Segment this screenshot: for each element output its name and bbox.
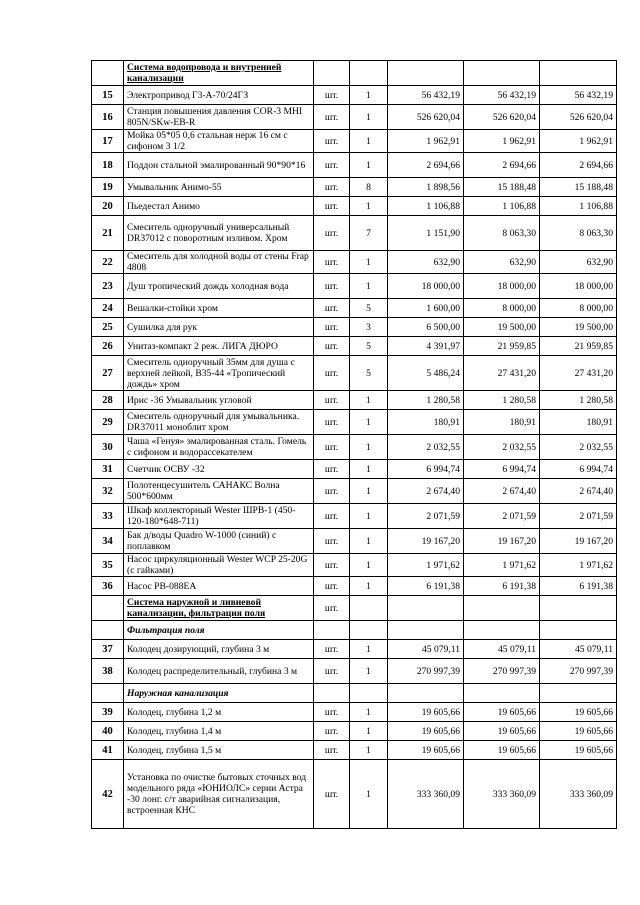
line-sum: 632,90	[464, 251, 540, 274]
quantity-cell	[350, 61, 388, 86]
unit-of-measure: шт.	[314, 410, 350, 435]
line-sum: 19 605,66	[464, 741, 540, 760]
row-number-cell	[92, 621, 124, 640]
unit-price: 45 079,11	[388, 640, 464, 659]
row-number: 26	[92, 337, 124, 356]
item-name: Смеситель одноручный 35мм для душа с верхней лейкой, B35-44 «Тропический дождь» хром	[124, 356, 314, 391]
row-number: 20	[92, 197, 124, 216]
unit-of-measure: шт.	[314, 130, 350, 153]
unit-of-measure: шт.	[314, 216, 350, 251]
table-row	[92, 356, 617, 391]
line-sum: 270 997,39	[464, 659, 540, 684]
unit-price: 19 605,66	[388, 741, 464, 760]
item-name: Колодец распределительный, глубина 3 м	[124, 659, 314, 684]
quantity: 1	[350, 640, 388, 659]
table-row	[92, 153, 617, 178]
line-total: 6 994,74	[540, 460, 617, 479]
quantity: 1	[350, 153, 388, 178]
row-number: 17	[92, 130, 124, 153]
quantity: 1	[350, 435, 388, 460]
quantity-cell	[350, 621, 388, 640]
quantity: 1	[350, 251, 388, 274]
quantity: 1	[350, 529, 388, 554]
item-name: Шкаф коллекторный Wester ШРВ-1 (450-120-180*648-711)	[124, 504, 314, 529]
quantity: 1	[350, 391, 388, 410]
line-total: 8 000,00	[540, 299, 617, 318]
line-total: 19 500,00	[540, 318, 617, 337]
estimate-table	[91, 60, 617, 829]
table-row	[92, 318, 617, 337]
line-sum: 2 694,66	[464, 153, 540, 178]
sum-cell	[464, 61, 540, 86]
table-row	[92, 337, 617, 356]
total-cell	[540, 684, 617, 703]
quantity: 5	[350, 299, 388, 318]
subsection-title: Наружная канализация	[124, 684, 314, 703]
row-number: 35	[92, 554, 124, 577]
line-sum: 27 431,20	[464, 356, 540, 391]
item-name: Смеситель для холодной воды от стены Frap 4808	[124, 251, 314, 274]
line-sum: 2 674,40	[464, 479, 540, 504]
line-total: 632,90	[540, 251, 617, 274]
unit-price: 180,91	[388, 410, 464, 435]
unit-price: 632,90	[388, 251, 464, 274]
quantity-cell	[350, 684, 388, 703]
table-row	[92, 640, 617, 659]
unit-price: 1 106,88	[388, 197, 464, 216]
price-cell	[388, 684, 464, 703]
row-number: 15	[92, 86, 124, 105]
subsection-header-row	[92, 684, 617, 703]
section-header-row	[92, 596, 617, 621]
unit-of-measure: шт.	[314, 105, 350, 130]
unit-price: 1 971,62	[388, 554, 464, 577]
unit-price: 56 432,19	[388, 86, 464, 105]
row-number: 25	[92, 318, 124, 337]
table-row	[92, 216, 617, 251]
unit-price: 2 032,55	[388, 435, 464, 460]
quantity: 1	[350, 274, 388, 299]
quantity: 5	[350, 356, 388, 391]
unit-of-measure: шт.	[314, 741, 350, 760]
line-total: 19 605,66	[540, 741, 617, 760]
line-sum: 15 188,48	[464, 178, 540, 197]
unit-price: 1 962,91	[388, 130, 464, 153]
item-name: Смеситель одноручный универсальный DR37012 с поворотным изливом. Хром	[124, 216, 314, 251]
item-name: Душ тропический дождь холодная вода	[124, 274, 314, 299]
unit-price: 526 620,04	[388, 105, 464, 130]
table-row	[92, 178, 617, 197]
unit-price: 19 605,66	[388, 722, 464, 741]
line-sum: 18 000,00	[464, 274, 540, 299]
unit-cell	[314, 621, 350, 640]
item-name: Насос циркуляционный Wester WCP 25-20G (с гайками)	[124, 554, 314, 577]
line-total: 2 694,66	[540, 153, 617, 178]
line-sum: 8 063,30	[464, 216, 540, 251]
line-sum: 19 605,66	[464, 722, 540, 741]
quantity: 1	[350, 479, 388, 504]
unit-price: 2 694,66	[388, 153, 464, 178]
line-sum: 1 106,88	[464, 197, 540, 216]
table-row	[92, 299, 617, 318]
item-name: Смеситель одноручный для умывальника. DR37011 моноблит хром	[124, 410, 314, 435]
line-total: 1 280,58	[540, 391, 617, 410]
row-number: 29	[92, 410, 124, 435]
line-total: 526 620,04	[540, 105, 617, 130]
sum-cell	[464, 596, 540, 621]
line-total: 270 997,39	[540, 659, 617, 684]
quantity: 1	[350, 703, 388, 722]
line-sum: 526 620,04	[464, 105, 540, 130]
unit-price: 5 486,24	[388, 356, 464, 391]
line-sum: 1 962,91	[464, 130, 540, 153]
quantity: 1	[350, 722, 388, 741]
line-total: 19 605,66	[540, 722, 617, 741]
row-number: 36	[92, 577, 124, 596]
unit-of-measure: шт.	[314, 703, 350, 722]
section-header-row	[92, 61, 617, 86]
table-row	[92, 529, 617, 554]
table-row	[92, 435, 617, 460]
quantity: 1	[350, 410, 388, 435]
row-number: 21	[92, 216, 124, 251]
line-total: 1 106,88	[540, 197, 617, 216]
line-total: 1 971,62	[540, 554, 617, 577]
unit-price: 6 500,00	[388, 318, 464, 337]
unit-of-measure: шт.	[314, 318, 350, 337]
row-number-cell	[92, 61, 124, 86]
line-total: 18 000,00	[540, 274, 617, 299]
item-name: Колодец, глубина 1,2 м	[124, 703, 314, 722]
section-title: Система водопровода и внутренней канализации	[124, 61, 314, 86]
quantity: 1	[350, 504, 388, 529]
quantity-cell	[350, 596, 388, 621]
quantity: 1	[350, 130, 388, 153]
row-number: 41	[92, 741, 124, 760]
unit-of-measure: шт.	[314, 274, 350, 299]
subsection-title: Фильтрация поля	[124, 621, 314, 640]
quantity: 1	[350, 659, 388, 684]
line-sum: 56 432,19	[464, 86, 540, 105]
line-sum: 45 079,11	[464, 640, 540, 659]
row-number: 39	[92, 703, 124, 722]
row-number: 18	[92, 153, 124, 178]
price-cell	[388, 61, 464, 86]
unit-price: 1 280,58	[388, 391, 464, 410]
unit-price: 6 994,74	[388, 460, 464, 479]
price-cell	[388, 621, 464, 640]
unit-price: 18 000,00	[388, 274, 464, 299]
item-name: Колодец дозирующий, глубина 3 м	[124, 640, 314, 659]
item-name: Бак д/воды Quadro W-1000 (синий) с поплавком	[124, 529, 314, 554]
line-sum: 8 000,00	[464, 299, 540, 318]
table-row	[92, 504, 617, 529]
unit-cell	[314, 684, 350, 703]
line-total: 56 432,19	[540, 86, 617, 105]
quantity: 1	[350, 554, 388, 577]
row-number: 28	[92, 391, 124, 410]
table-row	[92, 130, 617, 153]
total-cell	[540, 621, 617, 640]
unit-of-measure: шт.	[314, 251, 350, 274]
item-name: Умывальник Анимо-55	[124, 178, 314, 197]
line-sum: 21 959,85	[464, 337, 540, 356]
item-name: Пьедестал Анимо	[124, 197, 314, 216]
row-number: 34	[92, 529, 124, 554]
unit-of-measure: шт.	[314, 659, 350, 684]
item-name: Станция повышения давления COR-3 MHI 805N/SKw-EB-R	[124, 105, 314, 130]
unit-of-measure: шт.	[314, 391, 350, 410]
quantity: 1	[350, 105, 388, 130]
unit-of-measure: шт.	[314, 299, 350, 318]
table-row	[92, 577, 617, 596]
line-sum: 180,91	[464, 410, 540, 435]
row-number: 30	[92, 435, 124, 460]
item-name: Насос PB-088EA	[124, 577, 314, 596]
line-sum: 333 360,09	[464, 760, 540, 829]
quantity: 1	[350, 760, 388, 829]
line-total: 180,91	[540, 410, 617, 435]
row-number-cell	[92, 684, 124, 703]
item-name: Ирис -36 Умывальник угловой	[124, 391, 314, 410]
line-total: 45 079,11	[540, 640, 617, 659]
unit-price: 6 191,38	[388, 577, 464, 596]
quantity: 3	[350, 318, 388, 337]
unit-of-measure: шт.	[314, 722, 350, 741]
item-name: Электропривод Г3-А-70/24ГЗ	[124, 86, 314, 105]
estimate-table-body	[92, 61, 617, 829]
quantity: 1	[350, 86, 388, 105]
unit-of-measure: шт.	[314, 86, 350, 105]
line-total: 19 167,20	[540, 529, 617, 554]
table-row	[92, 554, 617, 577]
line-total: 1 962,91	[540, 130, 617, 153]
unit-of-measure: шт.	[314, 529, 350, 554]
section-title: Система наружной и ливневой канализации, фильтрация поля	[124, 596, 314, 621]
line-sum: 2 032,55	[464, 435, 540, 460]
unit-of-measure: шт.	[314, 504, 350, 529]
line-sum: 19 167,20	[464, 529, 540, 554]
row-number: 23	[92, 274, 124, 299]
table-row	[92, 703, 617, 722]
row-number: 27	[92, 356, 124, 391]
item-name: Установка по очистке бытовых сточных вод модельного ряда «ЮНИОЛС» серии Астра -30 лонг. с/т аварийная сигнализация, встроенная КНС	[124, 760, 314, 829]
unit-of-measure: шт.	[314, 460, 350, 479]
table-row	[92, 659, 617, 684]
table-row	[92, 391, 617, 410]
line-total: 2 674,40	[540, 479, 617, 504]
table-row	[92, 479, 617, 504]
quantity: 7	[350, 216, 388, 251]
total-cell	[540, 61, 617, 86]
row-number: 31	[92, 460, 124, 479]
unit-price: 19 167,20	[388, 529, 464, 554]
line-sum: 19 500,00	[464, 318, 540, 337]
row-number: 38	[92, 659, 124, 684]
sum-cell	[464, 621, 540, 640]
line-sum: 6 994,74	[464, 460, 540, 479]
price-cell	[388, 596, 464, 621]
unit-price: 2 071,59	[388, 504, 464, 529]
table-row	[92, 722, 617, 741]
line-sum: 1 971,62	[464, 554, 540, 577]
unit-cell: шт.	[314, 596, 350, 621]
table-row	[92, 105, 617, 130]
line-total: 8 063,30	[540, 216, 617, 251]
line-total: 333 360,09	[540, 760, 617, 829]
row-number-cell	[92, 596, 124, 621]
row-number: 42	[92, 760, 124, 829]
unit-price: 2 674,40	[388, 479, 464, 504]
line-total: 19 605,66	[540, 703, 617, 722]
row-number: 40	[92, 722, 124, 741]
item-name: Мойка 05*05 0,6 стальная нерж 16 см с сифоном 3 1/2	[124, 130, 314, 153]
quantity: 1	[350, 741, 388, 760]
table-row	[92, 410, 617, 435]
unit-of-measure: шт.	[314, 760, 350, 829]
unit-price: 19 605,66	[388, 703, 464, 722]
row-number: 19	[92, 178, 124, 197]
item-name: Вешалки-стойки хром	[124, 299, 314, 318]
table-row	[92, 197, 617, 216]
line-sum: 1 280,58	[464, 391, 540, 410]
unit-of-measure: шт.	[314, 178, 350, 197]
quantity: 8	[350, 178, 388, 197]
item-name: Унитаз-компакт 2 реж. ЛИГА ДЮРО	[124, 337, 314, 356]
item-name: Чаша «Генуя» эмалированная сталь. Гомель с сифоном и водорассекателем	[124, 435, 314, 460]
item-name: Колодец, глубина 1,4 м	[124, 722, 314, 741]
line-sum: 19 605,66	[464, 703, 540, 722]
quantity: 1	[350, 460, 388, 479]
unit-of-measure: шт.	[314, 153, 350, 178]
item-name: Счетчик ОСВУ -32	[124, 460, 314, 479]
quantity: 1	[350, 197, 388, 216]
item-name: Колодец, глубина 1,5 м	[124, 741, 314, 760]
table-row	[92, 760, 617, 829]
unit-of-measure: шт.	[314, 356, 350, 391]
line-sum: 6 191,38	[464, 577, 540, 596]
line-total: 27 431,20	[540, 356, 617, 391]
table-row	[92, 251, 617, 274]
item-name: Поддон стальной эмалированный 90*90*16	[124, 153, 314, 178]
line-total: 15 188,48	[540, 178, 617, 197]
total-cell	[540, 596, 617, 621]
unit-price: 333 360,09	[388, 760, 464, 829]
line-total: 21 959,85	[540, 337, 617, 356]
unit-of-measure: шт.	[314, 640, 350, 659]
unit-price: 270 997,39	[388, 659, 464, 684]
quantity: 5	[350, 337, 388, 356]
unit-of-measure: шт.	[314, 554, 350, 577]
row-number: 32	[92, 479, 124, 504]
item-name: Полотенцесушитель САНАКС Волна 500*600мм	[124, 479, 314, 504]
row-number: 24	[92, 299, 124, 318]
unit-price: 1 898,56	[388, 178, 464, 197]
quantity: 1	[350, 577, 388, 596]
unit-of-measure: шт.	[314, 577, 350, 596]
line-total: 2 071,59	[540, 504, 617, 529]
table-row	[92, 86, 617, 105]
item-name: Сушилка для рук	[124, 318, 314, 337]
table-row	[92, 460, 617, 479]
sum-cell	[464, 684, 540, 703]
row-number: 22	[92, 251, 124, 274]
line-sum: 2 071,59	[464, 504, 540, 529]
unit-of-measure: шт.	[314, 197, 350, 216]
unit-cell	[314, 61, 350, 86]
unit-of-measure: шт.	[314, 337, 350, 356]
unit-of-measure: шт.	[314, 435, 350, 460]
subsection-header-row	[92, 621, 617, 640]
row-number: 37	[92, 640, 124, 659]
unit-of-measure: шт.	[314, 479, 350, 504]
table-row	[92, 741, 617, 760]
line-total: 6 191,38	[540, 577, 617, 596]
row-number: 33	[92, 504, 124, 529]
line-total: 2 032,55	[540, 435, 617, 460]
row-number: 16	[92, 105, 124, 130]
table-row	[92, 274, 617, 299]
unit-price: 4 391,97	[388, 337, 464, 356]
unit-price: 1 151,90	[388, 216, 464, 251]
unit-price: 1 600,00	[388, 299, 464, 318]
